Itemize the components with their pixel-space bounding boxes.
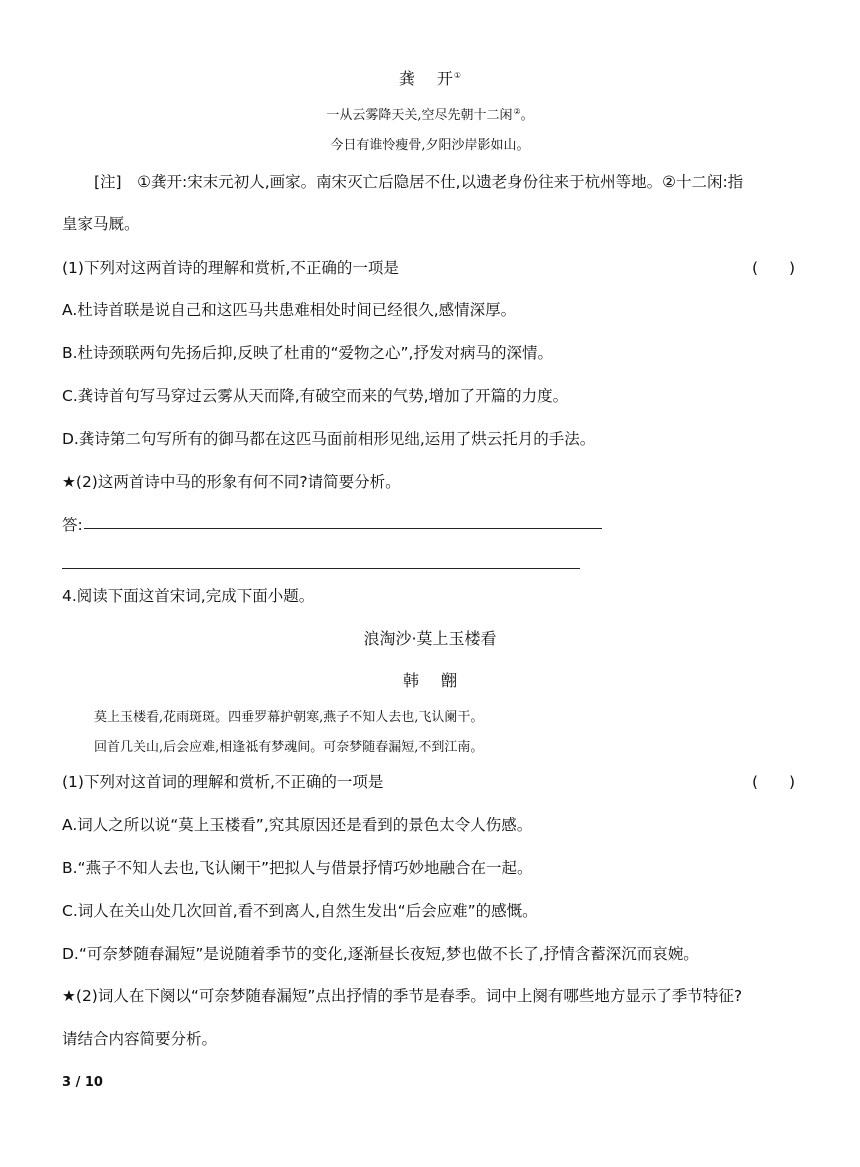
note-line-2: 皇家马厩。: [62, 215, 140, 233]
section-4-option-b: B.“燕子不知人去也,飞认阑干”把拟人与借景抒情巧妙地融合在一起。: [62, 859, 533, 877]
poem-title-second-char: 开: [436, 69, 453, 88]
ci-title: 浪淘沙·莫上玉楼看: [363, 629, 497, 648]
section-4-question-1-stem: (1)下列对这首词的理解和赏析,不正确的一项是: [62, 773, 384, 791]
note-line-1: [注] ①龚开:宋末元初人,画家。南宋灭亡后隐居不仕,以遗老身份往来于杭州等地。②十二闲:指: [94, 173, 744, 191]
poem-line-1-text: 一从云雾降天关,空尽先朝十二闲: [326, 108, 513, 123]
footnote-marker: ①: [453, 70, 462, 80]
question-1-stem: (1)下列对这两首诗的理解和赏析,不正确的一项是: [62, 259, 399, 277]
poem-title: [0, 66, 860, 89]
section-4-option-d: D.“可奈梦随春漏短”是说随着季节的变化,逐渐昼长夜短,梦也做不长了,抒情含蓄深沉而哀婉。: [62, 945, 699, 963]
answer-label: 答:: [62, 516, 83, 534]
answer-line-1[interactable]: [84, 528, 602, 529]
section-4-option-a: A.词人之所以说“莫上玉楼看”,究其原因还是看到的景色太令人伤感。: [62, 816, 533, 834]
option-d: D.龚诗第二句写所有的御马都在这匹马面前相形见绌,运用了烘云托月的手法。: [62, 430, 596, 448]
section-4-option-c: C.词人在关山处几次回首,看不到离人,自然生发出“后会应难”的感慨。: [62, 902, 538, 920]
poem-line-1-end: 。: [520, 108, 534, 123]
option-b: B.杜诗颈联两句先扬后抑,反映了杜甫的“爱物之心”,抒发对病马的深情。: [62, 344, 553, 362]
ci-author-first: 韩: [402, 671, 419, 690]
footnote-marker: ②: [513, 106, 521, 116]
page-number: 3 / 10: [62, 1075, 103, 1090]
poem-line-1: [0, 104, 860, 123]
poem-line-2: 今日有谁怜瘦骨,夕阳沙岸影如山。: [330, 138, 530, 153]
answer-parentheses: ( ): [752, 773, 796, 791]
ci-line-1: 莫上玉楼看,花雨斑斑。四垂罗幕护朝寒,燕子不知人去也,飞认阑干。: [94, 710, 484, 725]
option-c: C.龚诗首句写马穿过云雾从天而降,有破空而来的气势,增加了开篇的力度。: [62, 387, 569, 405]
section-4-question-2-line-1: ★(2)词人在下阕以“可奈梦随春漏短”点出抒情的季节是春季。词中上阕有哪些地方显示了季节特征?: [62, 987, 743, 1005]
answer-line-2[interactable]: [62, 568, 580, 569]
option-a: A.杜诗首联是说自己和这匹马共患难相处时间已经很久,感情深厚。: [62, 301, 517, 319]
section-4-intro: 4.阅读下面这首宋词,完成下面小题。: [62, 587, 315, 605]
ci-author-second: 䎖: [441, 671, 458, 690]
poem-title-first-char: 龚: [398, 69, 415, 88]
section-4-question-2-line-2: 请结合内容简要分析。: [62, 1030, 218, 1048]
question-2-stem: ★(2)这两首诗中马的形象有何不同?请简要分析。: [62, 473, 401, 491]
ci-line-2: 回首几关山,后会应难,相逢祗有梦魂间。可奈梦随春漏短,不到江南。: [94, 740, 484, 755]
answer-parentheses: ( ): [752, 259, 796, 277]
ci-author: [0, 668, 860, 691]
